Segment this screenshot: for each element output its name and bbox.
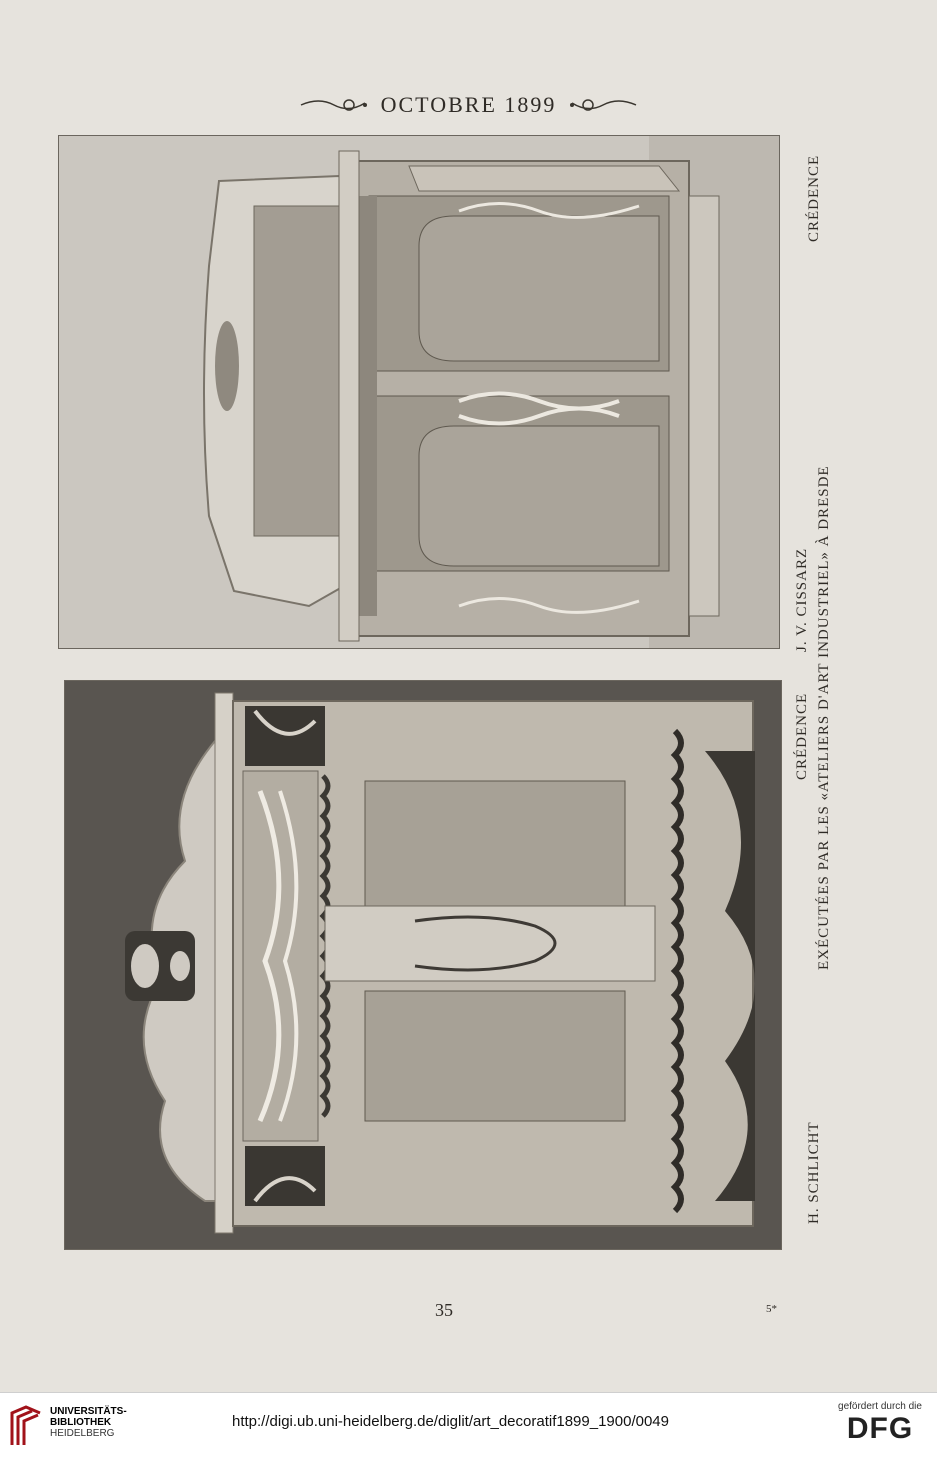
viewer-footer (0, 1392, 937, 1462)
right-ornament-icon (568, 95, 638, 115)
library-line-1: UNIVERSITÄTS- (50, 1406, 127, 1417)
caption-middle-title: CRÉDENCE (794, 692, 810, 780)
caption-maker-cissarz: J. V. CISSARZ (794, 547, 810, 652)
university-library-logo-icon (8, 1405, 44, 1449)
library-line-3: HEIDELBERG (50, 1428, 115, 1439)
permalink-url[interactable]: http://digi.ub.uni-heidelberg.de/diglit/art_decoratif1899_1900/0049 (232, 1413, 669, 1430)
header-title: OCTOBRE 1899 (380, 92, 557, 117)
caption-right-title: CRÉDENCE (806, 154, 822, 242)
library-line-2: BIBLIOTHEK (50, 1417, 112, 1428)
caption-execution: EXÉCUTÉES PAR LES «ATELIERS D'ART INDUSTRIEL» À DRESDE (816, 465, 832, 970)
page-number: 35 (435, 1300, 453, 1320)
credence-photo-schlicht (64, 680, 782, 1250)
dfg-funding (830, 1401, 930, 1446)
left-ornament-icon (299, 95, 369, 115)
library-name (50, 1406, 127, 1439)
caption-maker-schlicht: H. SCHLICHT (806, 1121, 822, 1224)
signature-mark: 5* (766, 1303, 777, 1315)
dfg-logo-icon: DFG (846, 1412, 914, 1445)
funded-by-label: gefördert durch die (838, 1401, 922, 1412)
credence-photo-cissarz (58, 135, 780, 649)
running-header (0, 90, 937, 120)
